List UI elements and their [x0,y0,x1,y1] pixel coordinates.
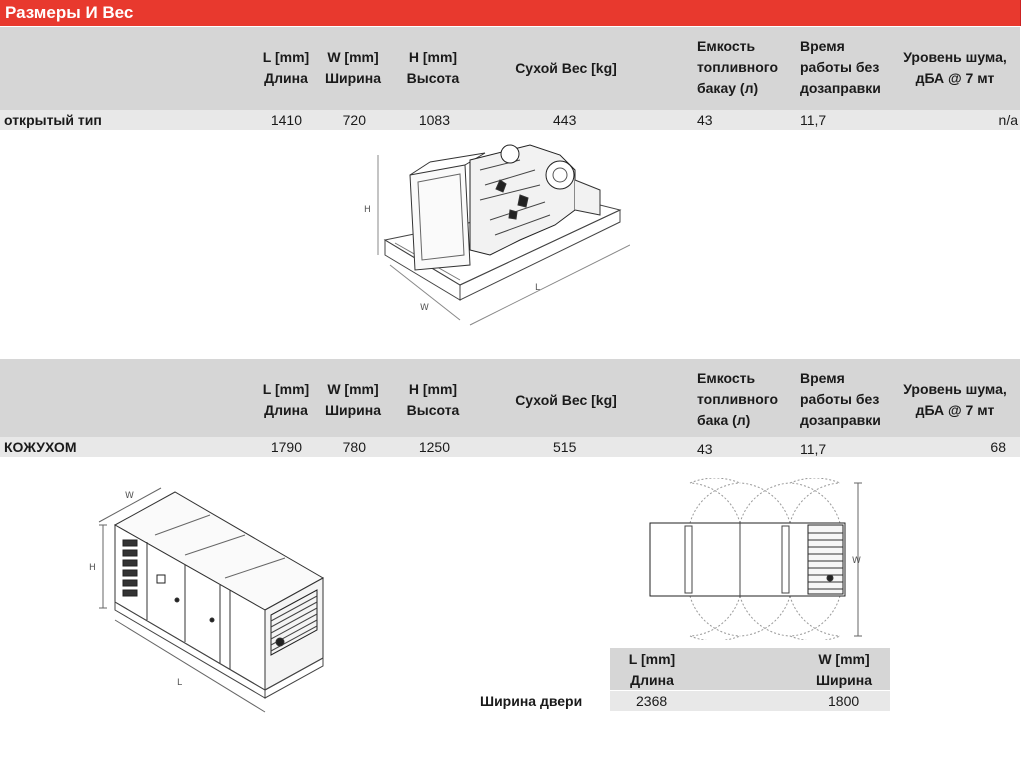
dim-label-l: L [177,678,183,688]
header-height-unit: H [mm] [408,381,458,397]
header-width-label: Ширина [324,402,382,418]
cell-runtime: 11,7 [800,441,827,457]
header-height-label: Высота [406,402,460,418]
header-tank-line1: Емкость [697,38,756,54]
header-tank-line3: бака (л) [697,412,751,428]
cell-height: 1250 [418,439,450,455]
cell-weight: 443 [553,112,577,128]
header-runtime-line1: Время [800,370,845,386]
cell-weight: 515 [553,439,577,455]
cell-tank: 43 [697,441,713,457]
header-tank [697,368,787,431]
cell-noise: n/a [998,112,1018,128]
header-tank-line2: топливного [697,391,778,407]
door-width-label: Ширина двери [480,693,583,709]
door-cell-width: 1800 [828,693,860,709]
header-runtime-line3: дозаправки [800,80,881,96]
header-dry-weight: Сухой Вес [kg] [515,60,617,76]
cell-noise: 68 [990,439,1006,455]
header-runtime-line2: работы без [800,391,880,407]
canopy-top-view-drawing [640,478,870,640]
header-height [400,379,466,421]
header-runtime-line2: работы без [800,59,880,75]
door-header-width [806,649,882,691]
header-length-unit: L [mm] [262,381,310,397]
cell-length: 1790 [270,439,302,455]
dim-label-h: H [89,563,96,573]
header-tank-line3: бакау (л) [697,80,759,96]
table-header-canopy [0,359,1020,442]
header-noise-line1: Уровень шума, [903,381,1007,397]
door-table-header [610,648,890,690]
header-width-label: Ширина [324,70,382,86]
open-generator-drawing [360,140,630,340]
header-length-label: Длина [264,70,308,86]
table-row-open [0,110,1020,130]
page-title: Размеры И Вес [5,3,134,22]
header-dry-weight: Сухой Вес [kg] [515,392,617,408]
header-width-unit: W [mm] [327,49,379,65]
header-tank-line2: топливного [697,59,778,75]
door-header-width-unit: W [mm] [818,651,870,667]
dim-label-w: W [852,556,861,566]
cell-tank: 43 [697,112,713,128]
header-length [258,47,314,89]
door-header-width-label: Ширина [815,672,873,688]
cell-width: 780 [342,439,366,455]
row-label-canopy: КОЖУХОМ [4,439,77,455]
cell-width: 720 [342,112,366,128]
header-tank [697,36,787,99]
header-length-unit: L [mm] [262,49,310,65]
header-tank-line1: Емкость [697,370,756,386]
door-table-row [610,691,890,711]
header-runtime-line3: дозаправки [800,412,881,428]
header-height-unit: H [mm] [408,49,458,65]
table-row-canopy [0,437,1020,457]
dim-label-h: H [364,205,371,215]
header-width-unit: W [mm] [327,381,379,397]
door-header-length [610,649,694,691]
header-noise-line2: дБА @ 7 мт [915,402,995,418]
door-cell-length: 2368 [636,693,668,709]
canopy-generator-drawing [85,480,330,730]
header-noise-line1: Уровень шума, [903,49,1007,65]
header-length-label: Длина [264,402,308,418]
cell-height: 1083 [418,112,450,128]
header-height [400,47,466,89]
header-width [320,379,386,421]
header-noise [898,47,1012,89]
header-height-label: Высота [406,70,460,86]
title-bar [0,0,1021,26]
header-runtime [800,368,895,431]
door-header-length-unit: L [mm] [628,651,676,667]
header-runtime [800,36,895,99]
table-header-open [0,27,1020,110]
cell-length: 1410 [270,112,302,128]
cell-runtime: 11,7 [800,112,827,128]
header-noise-line2: дБА @ 7 мт [915,70,995,86]
dim-label-w: W [125,491,134,501]
row-label-open: открытый тип [4,112,102,128]
header-length [258,379,314,421]
header-width [320,47,386,89]
dim-label-l: L [535,283,541,293]
dim-label-w: W [420,303,429,313]
door-header-length-label: Длина [630,672,674,688]
header-runtime-line1: Время [800,38,845,54]
header-noise [898,379,1012,421]
